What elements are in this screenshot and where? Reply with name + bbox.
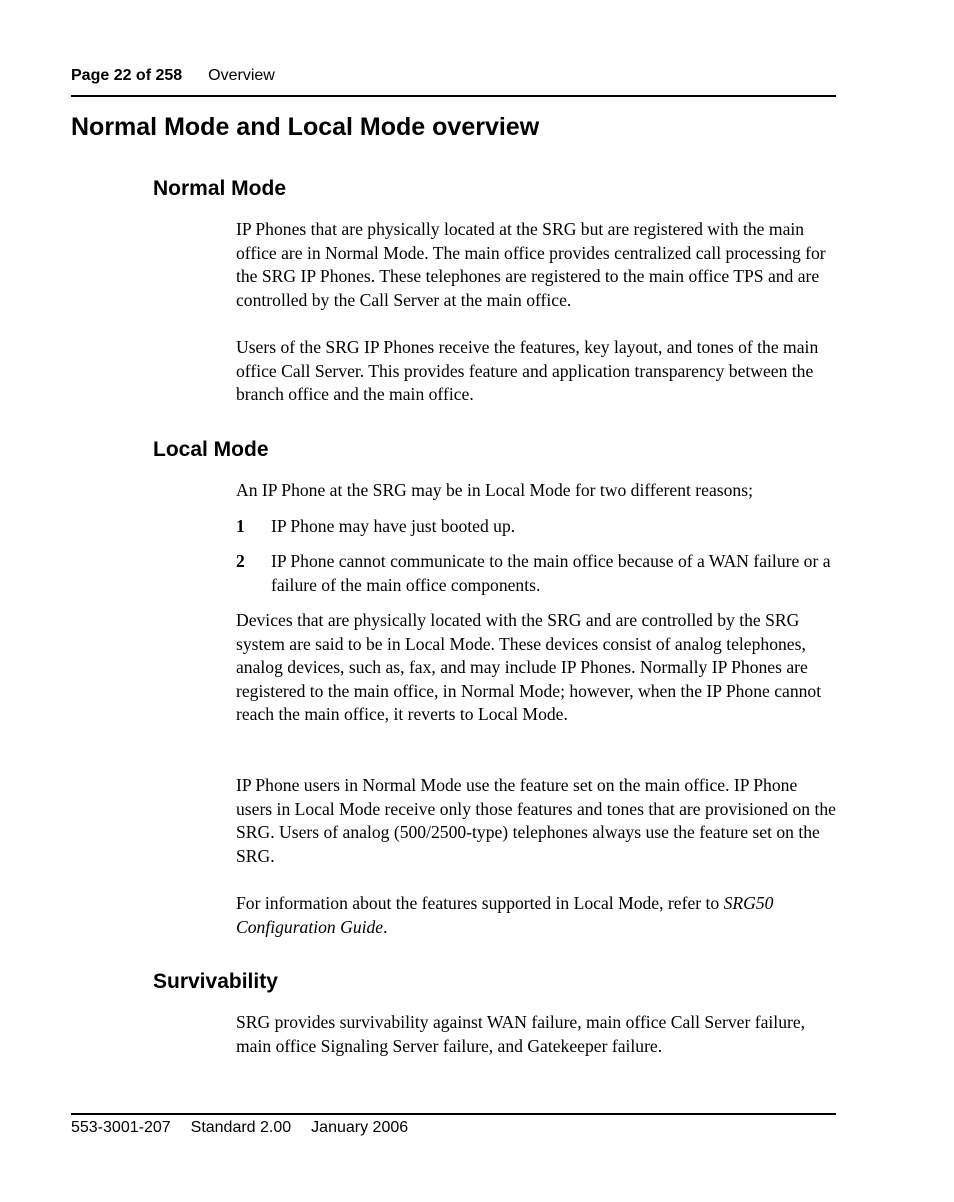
list-item	[236, 515, 836, 539]
local-mode-reference	[236, 892, 836, 939]
running-footer	[71, 1118, 408, 1138]
heading-survivability: Survivability	[153, 970, 278, 993]
normal-mode-paragraph-1: IP Phones that are physically located at the SRG but are registered with the main office are in Normal Mode. The main office provides centralized call processing for the SRG IP Phones. These telephones are registered to the main office TPS and are controlled by the Call Server at the main office.	[236, 219, 826, 310]
list-item-text: IP Phone cannot communicate to the main office because of a WAN failure or a failure of the main office components.	[271, 551, 831, 595]
document-number: 553-3001-207	[71, 1119, 171, 1136]
list-item-text: IP Phone may have just booted up.	[271, 516, 516, 536]
reference-prefix: For information about the features supported in Local Mode, refer to	[236, 893, 724, 913]
local-mode-paragraph-2: IP Phone users in Normal Mode use the feature set on the main office. IP Phone users in Local Mode receive only those features and tones that are provisioned on the SRG. Users of analog (500/2500-type) telephones always use the feature set on the SRG.	[236, 775, 836, 866]
reference-suffix: .	[383, 916, 388, 937]
page-number: Page 22 of 258	[71, 67, 183, 84]
header-divider	[71, 95, 836, 97]
survivability-paragraph: SRG provides survivability against WAN failure, main office Call Server failure, main office Signaling Server failure, and Gatekeeper failure.	[236, 1012, 806, 1056]
local-mode-paragraph-1: Devices that are physically located with the SRG and are controlled by the SRG system are said to be in Local Mode. These devices consist of analog telephones, analog devices, such as, fax, and may include IP Phones. Normally IP Phones are registered to the main office, in Normal Mode; however, when the IP Phone cannot reach the main office, it reverts to Local Mode.	[236, 610, 822, 725]
reference-guide-title: SRG50 Configuration Guide	[236, 893, 774, 937]
heading-normal-mode: Normal Mode	[153, 177, 287, 200]
list-item-number: 2	[236, 551, 245, 571]
normal-mode-paragraph-2: Users of the SRG IP Phones receive the features, key layout, and tones of the main office Call Server. This provides feature and application transparency between the branch office and the main office.	[236, 337, 819, 405]
page-title: Normal Mode and Local Mode overview	[71, 113, 540, 141]
publication-date: January 2006	[311, 1119, 409, 1136]
list-item	[236, 550, 836, 597]
list-item-number: 1	[236, 516, 245, 536]
running-header	[71, 66, 275, 86]
standard-version: Standard 2.00	[190, 1119, 292, 1136]
section-name: Overview	[208, 67, 275, 84]
local-mode-intro: An IP Phone at the SRG may be in Local Mode for two different reasons;	[236, 480, 753, 500]
heading-local-mode: Local Mode	[153, 438, 269, 461]
footer-divider	[71, 1113, 836, 1115]
